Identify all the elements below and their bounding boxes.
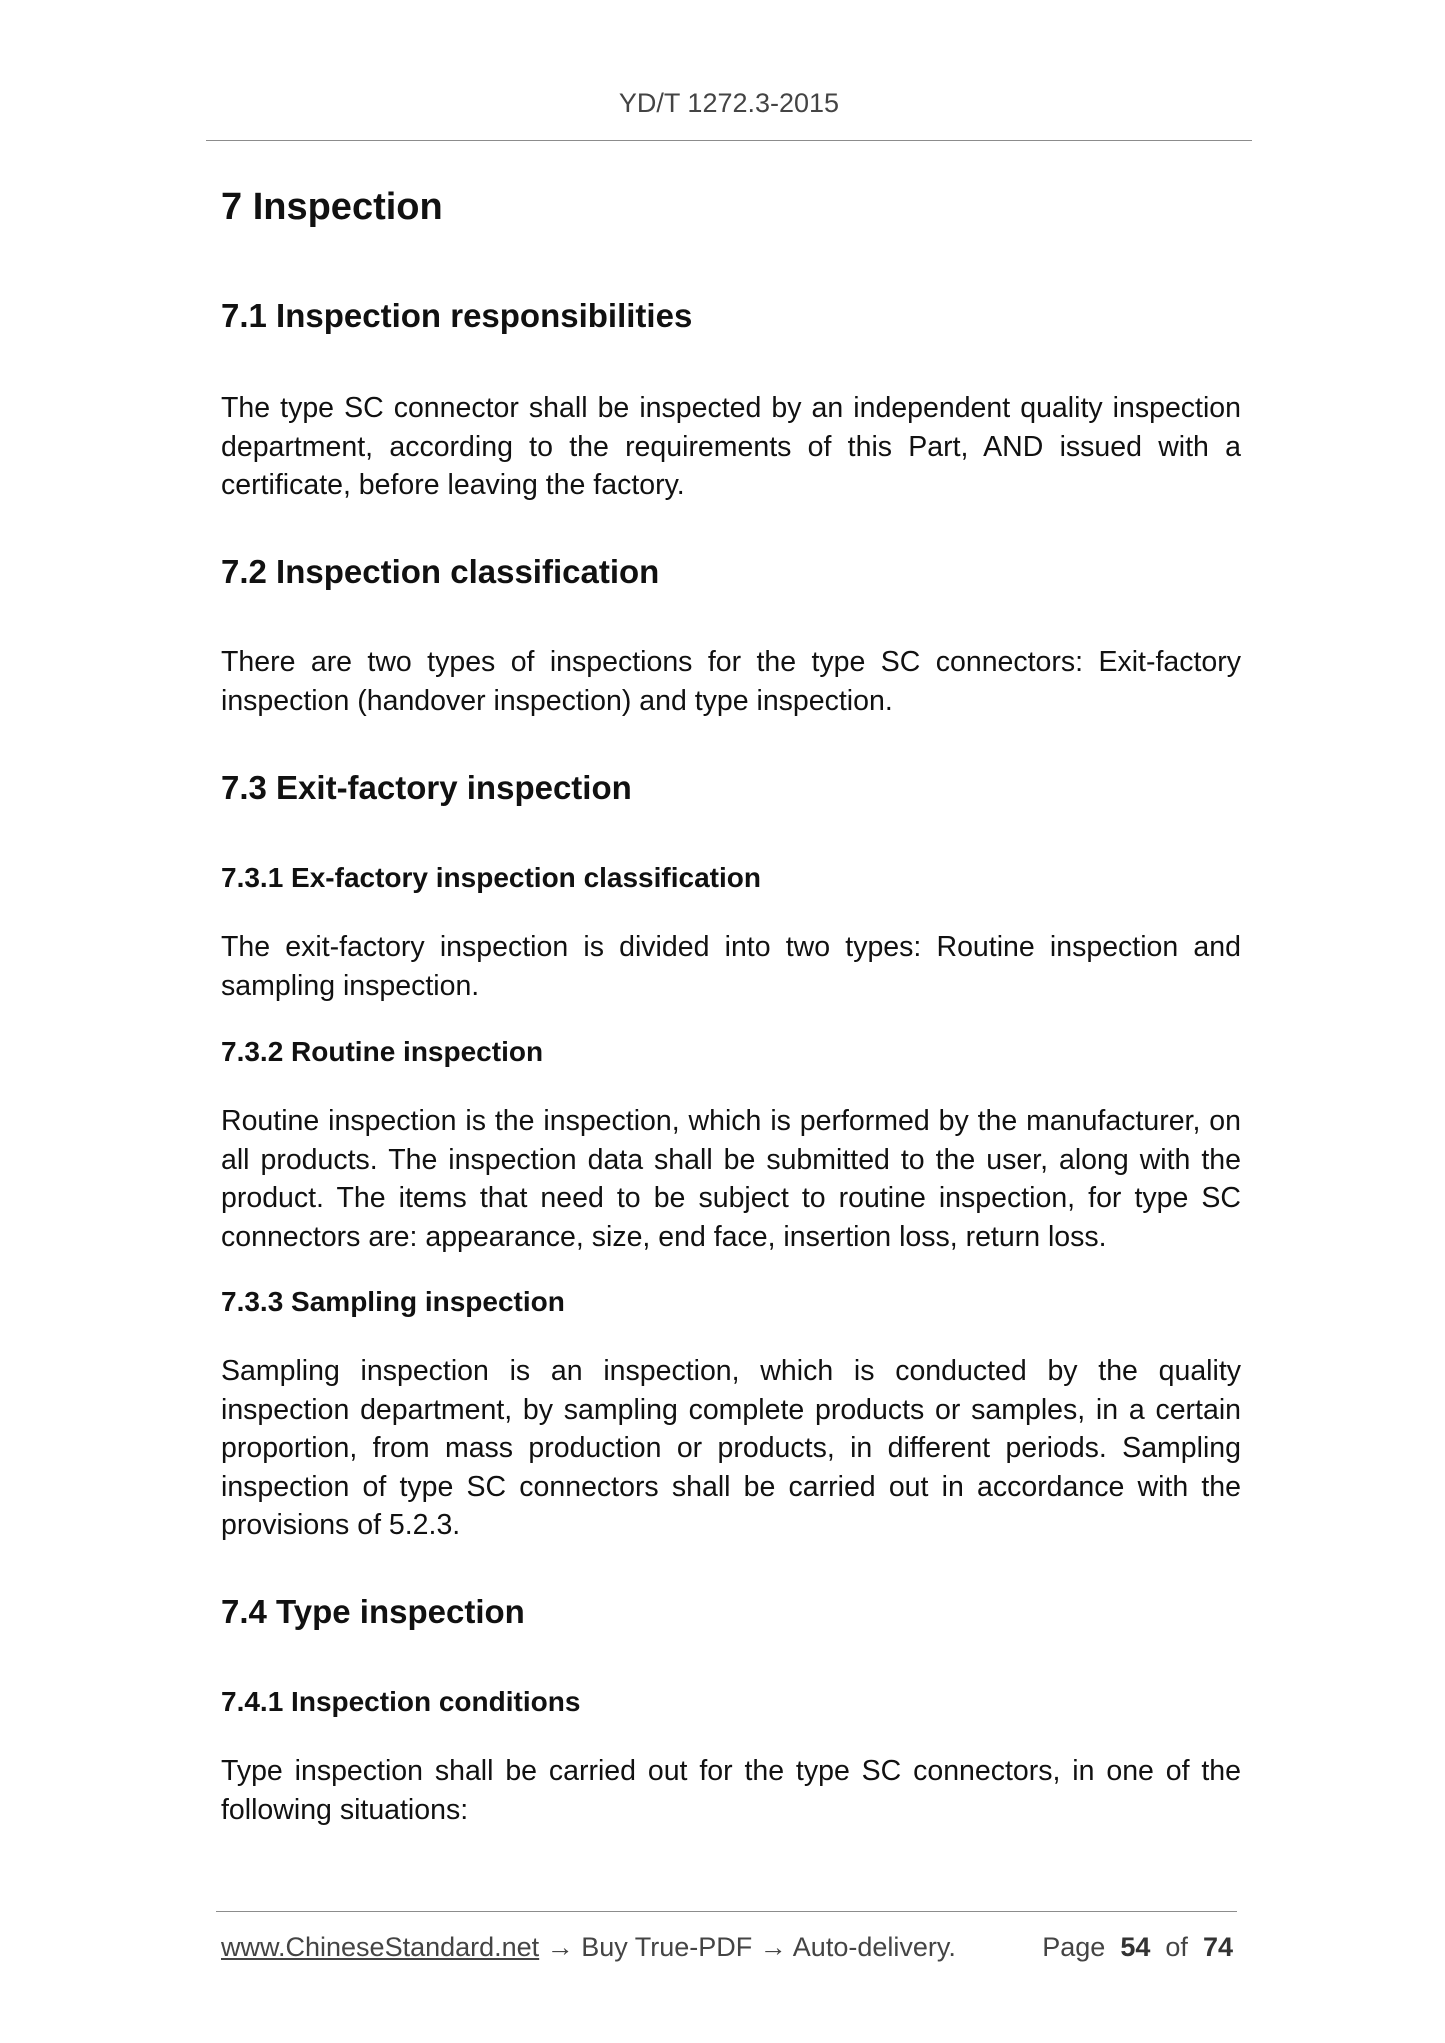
footer-promo <box>221 1932 956 1963</box>
section-7-1-paragraph: The type SC connector shall be inspected by an independent quality inspection department, according to the requirements of this Part, AND issued with a certificate, before leaving the factory. <box>221 392 1241 501</box>
section-7-2-paragraph: There are two types of inspections for the type SC connectors: Exit-factory inspection (handover inspection) and type inspection. <box>221 646 1241 717</box>
section-7-4-heading: 7.4 Type inspection <box>221 1593 525 1630</box>
page-label: Page <box>1042 1932 1106 1962</box>
footer-divider <box>216 1911 1237 1912</box>
current-page: 54 <box>1120 1932 1151 1962</box>
section-7-heading: 7 Inspection <box>221 186 443 228</box>
auto-delivery-text: Auto-delivery. <box>792 1932 956 1962</box>
buy-pdf-text: Buy True-PDF <box>581 1932 753 1962</box>
section-7-3-heading: 7.3 Exit-factory inspection <box>221 769 632 806</box>
header-divider <box>206 140 1252 141</box>
arrow-right-icon: → <box>546 1932 574 1962</box>
total-pages: 74 <box>1202 1932 1233 1962</box>
page-of-label: of <box>1165 1932 1188 1962</box>
section-7-3-1-heading: 7.3.1 Ex-factory inspection classification <box>221 862 761 893</box>
website-link[interactable]: www.ChineseStandard.net <box>221 1932 540 1962</box>
section-7-1-heading: 7.1 Inspection responsibilities <box>221 297 693 334</box>
arrow-right-icon: → <box>759 1932 787 1962</box>
document-id-header: YD/T 1272.3-2015 <box>618 88 840 118</box>
section-7-3-2-paragraph: Routine inspection is the inspection, which is performed by the manufacturer, on all products. The inspection data shall be submitted to the user, along with the product. The items that need to be subject to routine inspection, for type SC connectors are: appearance, size, end face, insertion loss, return loss. <box>221 1105 1241 1253</box>
page-number <box>1042 1932 1233 1963</box>
section-7-4-1-paragraph: Type inspection shall be carried out for the type SC connectors, in one of the following situations: <box>221 1755 1241 1826</box>
section-7-3-1-paragraph: The exit-factory inspection is divided into two types: Routine inspection and sampling inspection. <box>221 931 1241 1002</box>
section-7-2-heading: 7.2 Inspection classification <box>221 553 660 590</box>
section-7-3-2-heading: 7.3.2 Routine inspection <box>221 1036 544 1067</box>
section-7-4-1-heading: 7.4.1 Inspection conditions <box>221 1686 581 1717</box>
section-7-3-3-heading: 7.3.3 Sampling inspection <box>221 1286 565 1317</box>
section-7-3-3-paragraph: Sampling inspection is an inspection, which is conducted by the quality inspection department, by sampling complete products or samples, in a certain proportion, from mass production or products, in different periods. Sampling inspection of type SC connectors shall be carried out in accordance with the provisions of 5.2.3. <box>221 1355 1241 1541</box>
